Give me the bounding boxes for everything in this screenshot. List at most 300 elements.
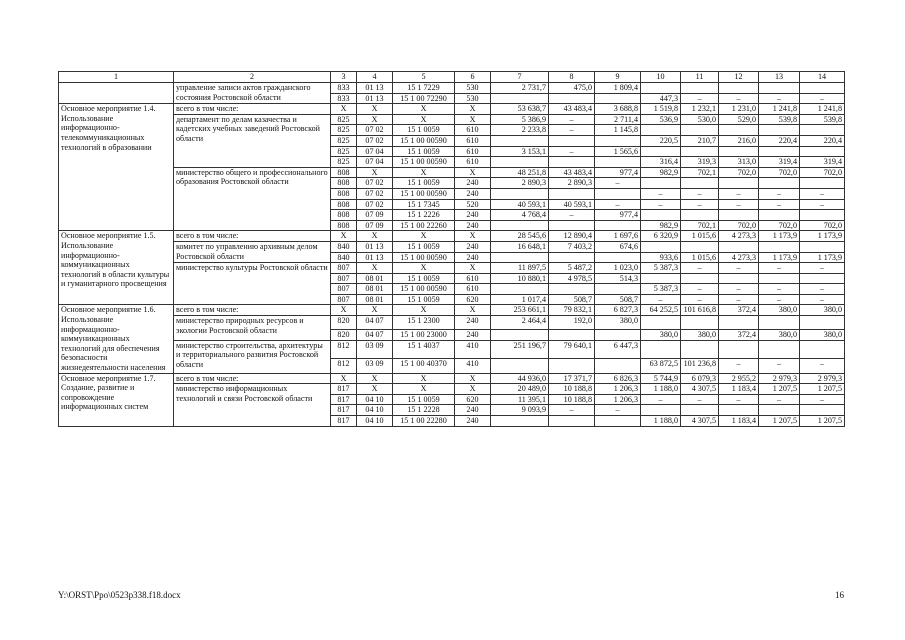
table-cell: 220,5 (641, 135, 681, 146)
table-cell: 79 640,1 (549, 340, 595, 358)
table-cell: 702,0 (800, 167, 845, 178)
table-cell (491, 135, 549, 146)
executor-label: министерство природных ресурсов и экологии Ростовской области (174, 316, 331, 340)
table-cell (595, 358, 641, 373)
column-number-14: 14 (800, 72, 845, 83)
table-cell (759, 125, 800, 136)
table-cell (800, 316, 845, 330)
table-cell: 15 1 00 72290 (393, 93, 455, 104)
table-cell: – (681, 263, 719, 274)
table-cell: 01 13 (357, 93, 393, 104)
table-cell (681, 146, 719, 157)
table-cell: 07 02 (357, 178, 393, 189)
table-cell: 610 (455, 146, 491, 157)
table-cell: 514,3 (595, 273, 641, 284)
table-cell: X (331, 231, 357, 242)
table-cell: 240 (455, 252, 491, 263)
column-number-6: 6 (455, 72, 491, 83)
executor-label: министерство информационных технологий и связи Ростовской области (174, 384, 331, 426)
table-cell: 1 188,0 (641, 416, 681, 427)
table-cell: 5 387,3 (641, 263, 681, 274)
table-cell: X (331, 305, 357, 316)
table-cell: – (800, 358, 845, 373)
table-cell: – (641, 394, 681, 405)
table-cell: X (331, 104, 357, 115)
table-cell: 475,0 (549, 83, 595, 94)
table-cell (719, 83, 759, 94)
table-cell: – (719, 199, 759, 210)
table-cell (681, 316, 719, 330)
table-cell: 702,1 (681, 167, 719, 178)
table-cell: 43 483,4 (549, 167, 595, 178)
table-cell: 316,4 (641, 157, 681, 168)
table-cell: 447,3 (641, 93, 681, 104)
table-cell: 3 153,1 (491, 146, 549, 157)
table-cell: 380,0 (595, 316, 641, 330)
table-cell: 933,6 (641, 252, 681, 263)
table-cell: – (681, 188, 719, 199)
table-cell: 536,9 (641, 114, 681, 125)
table-cell (549, 416, 595, 427)
table-row (59, 340, 845, 358)
table-cell: X (393, 114, 455, 125)
table-cell: 620 (455, 294, 491, 305)
table-cell: – (759, 93, 800, 104)
column-numbers-row (59, 72, 845, 83)
table-row (59, 316, 845, 330)
table-cell (595, 416, 641, 427)
table-cell: X (393, 104, 455, 115)
table-cell: 15 1 00 22280 (393, 416, 455, 427)
table-cell: X (357, 114, 393, 125)
table-cell (549, 284, 595, 295)
table-cell: – (681, 294, 719, 305)
table-cell: 240 (455, 178, 491, 189)
table-cell: 539,8 (800, 114, 845, 125)
table-cell: 15 1 0059 (393, 294, 455, 305)
table-cell (681, 340, 719, 358)
table-cell: 07 04 (357, 146, 393, 157)
table-cell: 2 731,7 (491, 83, 549, 94)
table-cell: 380,0 (759, 305, 800, 316)
table-cell (759, 316, 800, 330)
table-cell: 240 (455, 416, 491, 427)
table-cell: 15 1 00 00590 (393, 252, 455, 263)
table-cell: 982,9 (641, 220, 681, 231)
table-cell: 1 145,8 (595, 125, 641, 136)
table-cell: – (549, 114, 595, 125)
table-cell: X (357, 167, 393, 178)
table-cell: 2 979,3 (800, 373, 845, 384)
table-cell: – (549, 210, 595, 221)
table-cell (549, 220, 595, 231)
table-cell: – (800, 284, 845, 295)
table-cell (491, 157, 549, 168)
table-cell: 2 979,3 (759, 373, 800, 384)
table-cell: – (681, 199, 719, 210)
table-cell (759, 340, 800, 358)
table-cell (595, 157, 641, 168)
table-cell: 04 07 (357, 316, 393, 330)
table-cell: 1 173,9 (800, 231, 845, 242)
table-cell: 1 207,5 (759, 416, 800, 427)
activity-label: Основное мероприятие 1.6. Использование информационно-коммуникационных технологий для обеспечения безопасности жизнедеятельности населения (59, 305, 174, 373)
table-cell: 240 (455, 210, 491, 221)
table-cell: 380,0 (759, 329, 800, 340)
table-cell: 508,7 (595, 294, 641, 305)
table-cell: 6 320,9 (641, 231, 681, 242)
table-cell: – (595, 405, 641, 416)
table-cell: 1 173,9 (759, 231, 800, 242)
table-cell: X (455, 373, 491, 384)
table-cell: – (549, 405, 595, 416)
table-cell: 1 183,4 (719, 384, 759, 395)
table-row (59, 231, 845, 242)
table-cell: 808 (331, 188, 357, 199)
table-cell: 610 (455, 135, 491, 146)
table-cell: 15 1 00 00590 (393, 284, 455, 295)
column-number-11: 11 (681, 72, 719, 83)
table-cell: 4 978,5 (549, 273, 595, 284)
table-cell: 253 661,1 (491, 305, 549, 316)
table-cell (641, 405, 681, 416)
table-cell: 977,4 (595, 210, 641, 221)
table-cell: 319,4 (759, 157, 800, 168)
table-cell (719, 241, 759, 252)
table-cell: 15 1 0059 (393, 125, 455, 136)
table-cell: 15 1 2228 (393, 405, 455, 416)
table-cell: 20 489,0 (491, 384, 549, 395)
table-cell: 4 307,5 (681, 384, 719, 395)
table-cell: 610 (455, 125, 491, 136)
table-cell: 817 (331, 384, 357, 395)
executor-label: управление записи актов гражданского состояния Ростовской области (174, 83, 331, 104)
table-cell: – (719, 284, 759, 295)
table-cell: 03 09 (357, 340, 393, 358)
table-cell: 15 1 7345 (393, 199, 455, 210)
table-cell: – (759, 284, 800, 295)
table-cell: 702,0 (719, 167, 759, 178)
table-cell (681, 178, 719, 189)
table-cell: 1 206,3 (595, 384, 641, 395)
table-cell: 530,0 (681, 114, 719, 125)
table-cell: 812 (331, 358, 357, 373)
table-cell: 808 (331, 178, 357, 189)
table-cell: 48 251,8 (491, 167, 549, 178)
table-cell: 07 04 (357, 157, 393, 168)
table-cell (759, 273, 800, 284)
table-cell: X (357, 231, 393, 242)
table-cell: 15 1 4037 (393, 340, 455, 358)
table-cell: – (595, 199, 641, 210)
table-cell: 07 02 (357, 125, 393, 136)
table-cell (595, 284, 641, 295)
table-cell: – (719, 358, 759, 373)
table-cell: 1 207,5 (759, 384, 800, 395)
table-cell: 610 (455, 284, 491, 295)
table-cell: 807 (331, 284, 357, 295)
table-cell (595, 220, 641, 231)
column-number-4: 4 (357, 72, 393, 83)
executor-label: комитет по управлению архивным делом Ростовской области (174, 241, 331, 262)
table-cell: 3 688,8 (595, 104, 641, 115)
table-cell: 4 273,3 (719, 231, 759, 242)
table-cell: 825 (331, 157, 357, 168)
table-cell: X (455, 167, 491, 178)
table-cell: 5 487,2 (549, 263, 595, 274)
table-cell: 410 (455, 358, 491, 373)
table-cell: 977,4 (595, 167, 641, 178)
table-cell (800, 125, 845, 136)
table-cell (595, 329, 641, 340)
table-cell: 15 1 00 00590 (393, 157, 455, 168)
table-cell: 2 955,2 (719, 373, 759, 384)
table-cell (800, 178, 845, 189)
table-cell: 17 371,7 (549, 373, 595, 384)
table-cell: 07 02 (357, 199, 393, 210)
table-cell (800, 273, 845, 284)
table-cell: – (719, 394, 759, 405)
table-cell: 08 01 (357, 284, 393, 295)
table-cell: – (759, 394, 800, 405)
executor-label: министерство строительства, архитектуры и территориального развития Ростовской области (174, 340, 331, 373)
table-cell (800, 241, 845, 252)
table-row (59, 104, 845, 115)
table-cell (549, 358, 595, 373)
table-cell: 15 1 0059 (393, 146, 455, 157)
table-cell: 15 1 00 40370 (393, 358, 455, 373)
column-number-10: 10 (641, 72, 681, 83)
table-cell: 1 017,4 (491, 294, 549, 305)
column-number-3: 3 (331, 72, 357, 83)
table-cell: 539,8 (759, 114, 800, 125)
table-cell: 15 1 0059 (393, 178, 455, 189)
table-cell: 319,4 (800, 157, 845, 168)
executor-label: всего в том числе: (174, 231, 331, 242)
budget-table-sheet (58, 71, 844, 427)
table-cell: 825 (331, 114, 357, 125)
table-cell: 610 (455, 273, 491, 284)
table-cell: 03 09 (357, 358, 393, 373)
table-cell (800, 210, 845, 221)
table-cell: 15 1 00 00590 (393, 135, 455, 146)
table-cell: 240 (455, 405, 491, 416)
table-cell: 101 616,8 (681, 305, 719, 316)
table-cell: 44 936,0 (491, 373, 549, 384)
table-cell (641, 241, 681, 252)
table-cell: 08 01 (357, 294, 393, 305)
table-cell: – (800, 188, 845, 199)
table-cell (719, 178, 759, 189)
column-number-8: 8 (549, 72, 595, 83)
table-cell: 10 880,1 (491, 273, 549, 284)
activity-label: Основное мероприятие 1.4. Использование информационно-телекоммуникационных технологий в образовании (59, 104, 174, 231)
table-cell: 833 (331, 93, 357, 104)
table-cell (549, 135, 595, 146)
table-cell (641, 83, 681, 94)
table-cell: 2 711,4 (595, 114, 641, 125)
table-cell: 15 1 7229 (393, 83, 455, 94)
activity-label: Основное мероприятие 1.7. Создание, развитие и сопровождение информационных систем (59, 373, 174, 426)
table-cell: – (681, 93, 719, 104)
table-cell: – (759, 294, 800, 305)
table-cell (491, 329, 549, 340)
table-cell: X (357, 373, 393, 384)
table-cell: – (800, 294, 845, 305)
table-cell (491, 416, 549, 427)
table-cell: X (393, 167, 455, 178)
table-cell (491, 220, 549, 231)
table-cell: 240 (455, 316, 491, 330)
table-cell: 808 (331, 210, 357, 221)
table-cell: 817 (331, 405, 357, 416)
table-cell: 2 890,3 (491, 178, 549, 189)
table-cell: X (455, 104, 491, 115)
table-cell: 5 386,9 (491, 114, 549, 125)
table-cell: – (641, 199, 681, 210)
table-cell: 15 1 0059 (393, 273, 455, 284)
table-cell: 10 188,8 (549, 394, 595, 405)
table-cell: 530 (455, 93, 491, 104)
table-cell: 807 (331, 294, 357, 305)
table-cell (641, 273, 681, 284)
table-cell: 825 (331, 135, 357, 146)
table-cell: 6 827,3 (595, 305, 641, 316)
table-cell: – (800, 394, 845, 405)
table-cell: 07 02 (357, 135, 393, 146)
table-cell: 372,4 (719, 305, 759, 316)
table-cell: – (549, 125, 595, 136)
table-cell: 1 519,8 (641, 104, 681, 115)
table-cell: 07 09 (357, 210, 393, 221)
table-cell: 1 809,4 (595, 83, 641, 94)
table-cell (719, 273, 759, 284)
table-cell: 833 (331, 83, 357, 94)
table-cell (491, 252, 549, 263)
table-cell: 4 273,3 (719, 252, 759, 263)
table-cell: 2 890,3 (549, 178, 595, 189)
table-cell: 817 (331, 416, 357, 427)
table-cell (719, 125, 759, 136)
table-cell: 15 1 0059 (393, 394, 455, 405)
table-cell: X (331, 373, 357, 384)
table-cell: X (455, 263, 491, 274)
table-cell: 1 015,6 (681, 252, 719, 263)
table-cell: 01 13 (357, 83, 393, 94)
executor-label: всего в том числе: (174, 305, 331, 316)
table-cell: X (393, 373, 455, 384)
executor-label: всего в том числе: (174, 104, 331, 115)
table-cell: 220,4 (759, 135, 800, 146)
table-cell: 807 (331, 273, 357, 284)
table-cell: 11 395,1 (491, 394, 549, 405)
table-cell: 16 648,1 (491, 241, 549, 252)
table-cell: 520 (455, 199, 491, 210)
table-cell: 410 (455, 340, 491, 358)
table-cell: 01 13 (357, 241, 393, 252)
table-cell: 808 (331, 220, 357, 231)
table-cell: 5 744,9 (641, 373, 681, 384)
table-cell: 1 183,4 (719, 416, 759, 427)
table-row (59, 384, 845, 395)
executor-label: всего в том числе: (174, 373, 331, 384)
table-cell (549, 329, 595, 340)
table-cell: – (800, 199, 845, 210)
table-cell (641, 125, 681, 136)
table-cell: 6 826,3 (595, 373, 641, 384)
table-cell: 808 (331, 199, 357, 210)
table-cell: 04 10 (357, 416, 393, 427)
table-cell (759, 241, 800, 252)
table-row (59, 167, 845, 178)
table-cell: 15 1 00 22260 (393, 220, 455, 231)
table-cell: 1 207,5 (800, 384, 845, 395)
table-cell: 820 (331, 329, 357, 340)
table-cell: 04 07 (357, 329, 393, 340)
table-cell: X (455, 114, 491, 125)
table-cell: 2 464,4 (491, 316, 549, 330)
table-cell (681, 125, 719, 136)
table-cell: – (759, 263, 800, 274)
table-cell: 40 593,1 (491, 199, 549, 210)
table-cell (681, 241, 719, 252)
table-cell: 2 233,8 (491, 125, 549, 136)
table-cell: 15 1 2300 (393, 316, 455, 330)
table-cell: 4 307,5 (681, 416, 719, 427)
table-cell: 372,4 (719, 329, 759, 340)
table-cell: – (595, 178, 641, 189)
table-cell: 1 206,3 (595, 394, 641, 405)
table-cell: X (393, 263, 455, 274)
table-cell: 508,7 (549, 294, 595, 305)
column-number-9: 9 (595, 72, 641, 83)
column-number-1: 1 (59, 72, 174, 83)
table-cell: 530 (455, 83, 491, 94)
table-cell: X (393, 305, 455, 316)
table-cell: 64 252,5 (641, 305, 681, 316)
table-cell (759, 83, 800, 94)
table-cell (641, 178, 681, 189)
table-cell (549, 188, 595, 199)
table-cell: 1 565,6 (595, 146, 641, 157)
table-cell: 40 593,1 (549, 199, 595, 210)
table-cell: X (455, 384, 491, 395)
column-number-12: 12 (719, 72, 759, 83)
table-cell: 08 01 (357, 273, 393, 284)
table-cell: 251 196,7 (491, 340, 549, 358)
file-path: Y:\ORST\Ppo\0523p338.f18.docx (58, 590, 181, 600)
table-cell (595, 135, 641, 146)
executor-label: министерство общего и профессионального образования Ростовской области (174, 167, 331, 231)
table-cell: 07 09 (357, 220, 393, 231)
table-cell (549, 157, 595, 168)
table-cell: X (393, 231, 455, 242)
table-cell: 380,0 (681, 329, 719, 340)
table-cell: 5 387,3 (641, 284, 681, 295)
column-number-5: 5 (393, 72, 455, 83)
table-cell: 04 10 (357, 394, 393, 405)
table-cell: 817 (331, 394, 357, 405)
table-cell: 610 (455, 157, 491, 168)
table-cell (719, 316, 759, 330)
table-cell (759, 146, 800, 157)
table-cell (800, 83, 845, 94)
table-cell: 79 832,1 (549, 305, 595, 316)
table-cell: 6 447,3 (595, 340, 641, 358)
table-cell: 313,0 (719, 157, 759, 168)
executor-label: министерство культуры Ростовской области (174, 263, 331, 305)
table-cell: 11 897,5 (491, 263, 549, 274)
